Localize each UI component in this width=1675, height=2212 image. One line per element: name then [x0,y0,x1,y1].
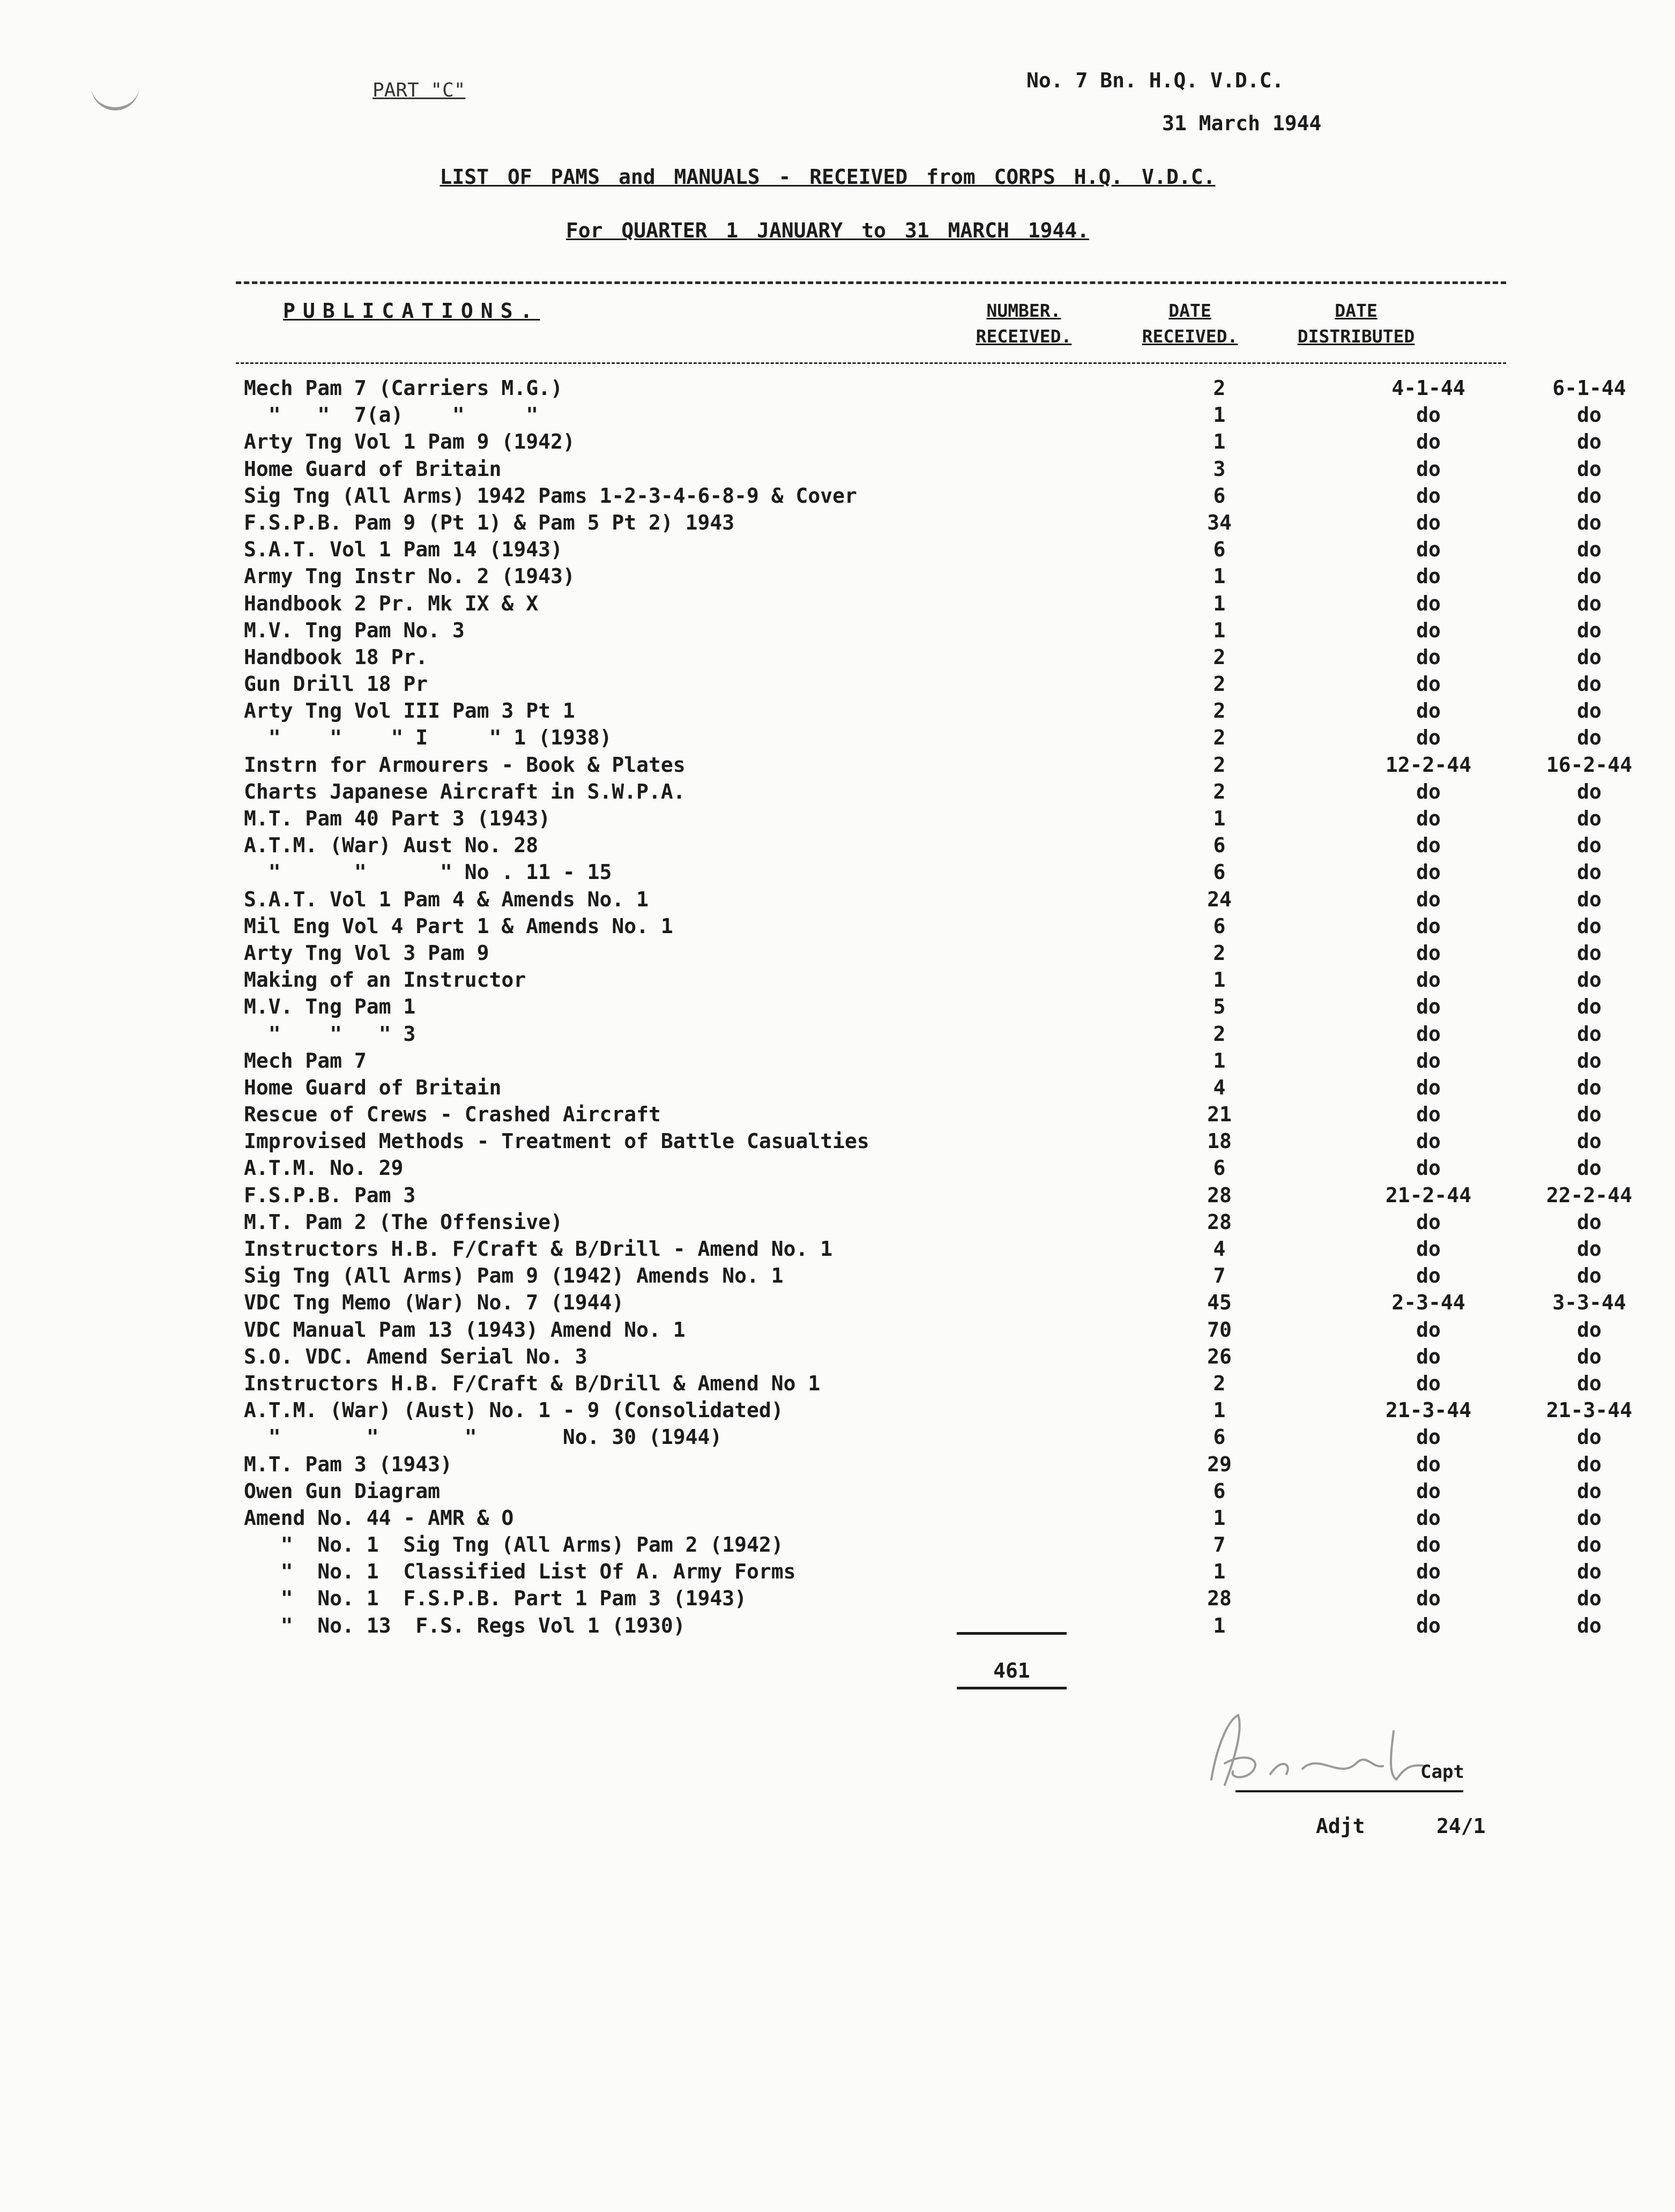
date-distributed: do [1577,1587,1602,1611]
date-distributed: 3-3-44 [1552,1291,1626,1315]
table-row [244,376,1626,403]
publication-title: Making of an Instructor [244,968,526,992]
number-received: 2 [1213,672,1226,696]
number-received: 1 [1213,591,1226,615]
date-received: do [1416,1371,1441,1395]
number-received: 1 [1213,430,1226,454]
title-line-2: For QUARTER 1 JANUARY to 31 MARCH 1944. [565,219,1090,242]
publication-title: M.T. Pam 40 Part 3 (1943) [244,807,550,830]
date-distributed: do [1577,564,1602,589]
date-received: do [1416,1533,1441,1557]
column-header-number-line2: RECEIVED. [976,326,1072,347]
date-received: do [1416,618,1441,642]
table-row [244,1317,1602,1345]
number-received: 34 [1207,510,1232,534]
title-line-1: LIST OF PAMS and MANUALS - RECEIVED from CORPS H.Q. V.D.C. [440,165,1216,189]
date-distributed: do [1577,457,1602,481]
table-row [244,1398,1633,1425]
date-distributed: do [1577,1264,1602,1288]
date-received: do [1416,645,1441,669]
date-received: do [1416,1317,1441,1342]
table-row [244,1183,1633,1210]
total-number-received: 461 [993,1659,1030,1682]
number-received: 6 [1213,914,1226,938]
date-distributed: do [1577,430,1602,454]
column-header-date-distributed [1276,298,1436,349]
date-distributed: do [1577,1210,1602,1234]
date-distributed: do [1577,1560,1602,1584]
date-received: do [1416,1103,1441,1127]
table-row [244,483,1602,511]
table-row [244,807,1602,833]
date-distributed: do [1577,403,1602,427]
publications-table [244,376,1633,1641]
number-received: 4 [1213,1075,1226,1099]
number-received: 2 [1213,941,1226,965]
date-distributed: do [1577,1452,1602,1476]
date-received: do [1416,1156,1441,1180]
table-row [244,430,1602,457]
date-received: do [1416,1048,1441,1073]
table-row [244,995,1602,1022]
date-received: do [1416,564,1441,589]
number-received: 2 [1213,779,1226,803]
number-received: 1 [1213,1398,1226,1422]
date-received: do [1416,833,1441,858]
date-received: do [1416,807,1441,830]
table-row [244,833,1602,860]
number-received: 7 [1213,1264,1226,1288]
table-row [244,403,1602,430]
column-header-number-line1: NUMBER. [986,300,1061,321]
publication-title: Mech Pam 7 (Carriers M.G.) [244,376,563,400]
table-row [244,968,1602,995]
publication-title: " " " No. 30 (1944) [244,1425,723,1449]
publication-title: " " " 3 [244,1022,416,1046]
number-received: 1 [1213,807,1226,830]
publication-title: " No. 13 F.S. Regs Vol 1 (1930) [244,1613,686,1637]
number-received: 6 [1213,538,1226,562]
date-received: do [1416,483,1441,508]
publication-title: S.O. VDC. Amend Serial No. 3 [244,1344,587,1368]
publication-title: " " " No . 11 - 15 [244,860,612,884]
table-row [244,564,1602,591]
publication-title: Charts Japanese Aircraft in S.W.P.A. [244,779,686,803]
table-row [244,1022,1602,1049]
publication-title: " " " I " 1 (1938) [244,726,612,750]
column-header-received-line2: RECEIVED. [1142,326,1238,347]
file-reference: 24/1 [1436,1814,1486,1838]
document-title [0,165,1559,189]
date-distributed: do [1577,1048,1602,1073]
date-distributed: do [1577,699,1602,723]
date-received: do [1416,403,1441,427]
number-received: 1 [1213,403,1226,427]
table-row [244,1048,1602,1076]
date-distributed: do [1577,1317,1602,1342]
date-received: do [1416,699,1441,723]
number-received: 6 [1213,1156,1226,1180]
table-row [244,591,1602,619]
publication-title: S.A.T. Vol 1 Pam 14 (1943) [244,538,563,562]
number-received: 1 [1213,564,1226,589]
date-received: do [1416,1129,1441,1153]
table-row [244,1371,1602,1398]
table-row [244,645,1602,672]
publication-title: Home Guard of Britain [244,1075,502,1099]
total-rule-bottom [957,1687,1067,1689]
column-header-number-received [954,298,1093,349]
number-received: 7 [1213,1533,1226,1557]
number-received: 2 [1213,726,1226,750]
number-received: 1 [1213,618,1226,642]
table-row [244,1425,1602,1452]
date-received: 21-3-44 [1385,1398,1472,1422]
publication-title: " No. 1 Sig Tng (All Arms) Pam 2 (1942) [244,1533,784,1557]
date-received: do [1416,538,1441,562]
date-received: do [1416,1506,1441,1530]
date-distributed: do [1577,968,1602,992]
table-row [244,1075,1602,1103]
publication-title: Improvised Methods - Treatment of Battle Casualties [244,1129,869,1153]
number-received: 2 [1213,645,1226,669]
date-distributed: do [1577,995,1602,1019]
publication-title: Amend No. 44 - AMR & O [244,1506,514,1530]
publication-title: M.T. Pam 2 (The Offensive) [244,1210,563,1234]
date-distributed: do [1577,510,1602,534]
column-header-distributed-line2: DISTRIBUTED [1297,326,1415,347]
date-received: do [1416,1344,1441,1368]
date-received: do [1416,995,1441,1019]
date-received: do [1416,1452,1441,1476]
table-top-rule [236,281,1506,284]
number-received: 2 [1213,1371,1226,1395]
number-received: 5 [1213,995,1226,1019]
date-distributed: do [1577,887,1602,911]
publication-title: M.T. Pam 3 (1943) [244,1452,452,1476]
table-row [244,618,1602,645]
date-distributed: do [1577,618,1602,642]
publication-title: " " 7(a) " " [244,403,539,427]
table-row [244,1533,1602,1560]
publication-title: M.V. Tng Pam 1 [244,995,416,1019]
publication-title: " No. 1 Classified List Of A. Army Forms [244,1560,796,1584]
date-received: do [1416,457,1441,481]
table-row [244,779,1602,807]
column-header-distributed-line1: DATE [1335,300,1378,321]
table-row [244,1560,1602,1587]
date-distributed: do [1577,1075,1602,1099]
number-received: 6 [1213,860,1226,884]
date-received: do [1416,968,1441,992]
date-distributed: do [1577,1371,1602,1395]
date-received: do [1416,591,1441,615]
date-received: do [1416,1075,1441,1099]
date-distributed: do [1577,1237,1602,1261]
date-distributed: do [1577,1479,1602,1503]
publication-title: Arty Tng Vol 3 Pam 9 [244,941,489,965]
date-received: do [1416,779,1441,803]
table-row [244,860,1602,887]
column-header-publications: PUBLICATIONS. [283,299,540,323]
publication-title: Owen Gun Diagram [244,1479,441,1503]
number-received: 28 [1207,1183,1232,1207]
table-row [244,726,1602,753]
publication-title: Rescue of Crews - Crashed Aircraft [244,1103,661,1127]
number-received: 2 [1213,699,1226,723]
date-received: do [1416,860,1441,884]
table-row [244,1264,1602,1291]
date-received: do [1416,726,1441,750]
table-row [244,941,1602,968]
date-distributed: 6-1-44 [1552,376,1626,400]
date-received: 12-2-44 [1385,753,1472,777]
table-row [244,1506,1602,1533]
table-row [244,1613,1602,1641]
table-row [244,1103,1602,1129]
date-received: do [1416,1425,1441,1449]
number-received: 6 [1213,833,1226,858]
publication-title: M.V. Tng Pam No. 3 [244,618,465,642]
column-header-date-received [1120,298,1260,349]
publication-title: Handbook 2 Pr. Mk IX & X [244,591,539,615]
number-received: 45 [1207,1291,1232,1315]
publication-title: Army Tng Instr No. 2 (1943) [244,564,575,589]
date-received: do [1416,510,1441,534]
number-received: 6 [1213,483,1226,508]
total-rule-top [957,1632,1067,1635]
document-date: 31 March 1944 [1162,111,1322,135]
publication-title: VDC Tng Memo (War) No. 7 (1944) [244,1291,624,1315]
date-distributed: do [1577,807,1602,830]
date-received: do [1416,1560,1441,1584]
date-distributed: do [1577,1506,1602,1530]
date-received: do [1416,430,1441,454]
table-row [244,1291,1626,1317]
publication-title: Arty Tng Vol 1 Pam 9 (1942) [244,430,575,454]
date-distributed: do [1577,1613,1602,1637]
number-received: 2 [1213,753,1226,777]
publication-title: S.A.T. Vol 1 Pam 4 & Amends No. 1 [244,887,649,911]
date-received: do [1416,1210,1441,1234]
date-distributed: do [1577,538,1602,562]
date-received: do [1416,1264,1441,1288]
signature-line [1235,1790,1463,1792]
date-received: do [1416,1587,1441,1611]
number-received: 2 [1213,1022,1226,1046]
publication-title: A.T.M. No. 29 [244,1156,404,1180]
date-received: do [1416,941,1441,965]
date-distributed: 22-2-44 [1546,1183,1633,1207]
publication-title: Home Guard of Britain [244,457,502,481]
publication-title: F.S.P.B. Pam 3 [244,1183,416,1207]
table-row [244,510,1602,538]
table-row [244,699,1602,726]
date-received: do [1416,1237,1441,1261]
date-distributed: do [1577,833,1602,858]
publication-title: Sig Tng (All Arms) 1942 Pams 1-2-3-4-6-8-9 & Cover [244,483,857,508]
publication-title: F.S.P.B. Pam 9 (Pt 1) & Pam 5 Pt 2) 1943 [244,510,735,534]
date-distributed: do [1577,1344,1602,1368]
number-received: 1 [1213,1613,1226,1637]
number-received: 1 [1213,1048,1226,1073]
date-distributed: do [1577,914,1602,938]
table-row [244,457,1602,484]
number-received: 28 [1207,1587,1232,1611]
publication-title: Arty Tng Vol III Pam 3 Pt 1 [244,699,575,723]
date-distributed: do [1577,1533,1602,1557]
number-received: 4 [1213,1237,1226,1261]
number-received: 18 [1207,1129,1232,1153]
date-distributed: do [1577,1156,1602,1180]
table-row [244,672,1602,699]
table-row [244,1210,1602,1237]
date-received: do [1416,1479,1441,1503]
document-subtitle [0,219,1559,242]
number-received: 3 [1213,457,1226,481]
date-distributed: do [1577,941,1602,965]
date-distributed: do [1577,1103,1602,1127]
date-distributed: do [1577,860,1602,884]
number-received: 1 [1213,1560,1226,1584]
table-row [244,1237,1602,1264]
date-received: do [1416,1613,1441,1637]
table-row [244,753,1633,780]
table-row [244,1129,1602,1156]
date-distributed: do [1577,483,1602,508]
column-header-received-line1: DATE [1168,300,1211,321]
date-received: do [1416,672,1441,696]
number-received: 2 [1213,376,1226,400]
publication-title: Instrn for Armourers - Book & Plates [244,753,686,777]
date-distributed: 21-3-44 [1546,1398,1633,1422]
date-received: do [1416,914,1441,938]
punch-hole-mark [91,75,139,110]
date-received: 4-1-44 [1391,376,1465,400]
publication-title: Instructors H.B. F/Craft & B/Drill & Amend No 1 [244,1371,821,1395]
publication-title: Mech Pam 7 [244,1048,367,1073]
publication-title: Sig Tng (All Arms) Pam 9 (1942) Amends No. 1 [244,1264,784,1288]
table-row [244,1344,1602,1372]
date-distributed: do [1577,779,1602,803]
number-received: 26 [1207,1344,1232,1368]
unit-heading: No. 7 Bn. H.Q. V.D.C. [1026,69,1284,92]
publication-title: A.T.M. (War) Aust No. 28 [244,833,539,858]
number-received: 29 [1207,1452,1232,1476]
table-row [244,1587,1602,1613]
table-row [244,538,1602,564]
date-distributed: do [1577,1022,1602,1046]
number-received: 1 [1213,1506,1226,1530]
table-row [244,887,1602,914]
number-received: 6 [1213,1479,1226,1503]
table-header-rule [236,362,1506,364]
date-received: do [1416,1022,1441,1046]
date-distributed: do [1577,672,1602,696]
date-received: 21-2-44 [1385,1183,1472,1207]
table-row [244,1156,1602,1183]
date-distributed: do [1577,645,1602,669]
date-distributed: do [1577,726,1602,750]
table-row [244,1479,1602,1506]
number-received: 70 [1207,1317,1232,1342]
publication-title: " No. 1 F.S.P.B. Part 1 Pam 3 (1943) [244,1587,747,1611]
publication-title: A.T.M. (War) (Aust) No. 1 - 9 (Consolidated) [244,1398,784,1422]
date-distributed: 16-2-44 [1546,753,1633,777]
part-label: PART "C" [373,79,466,101]
date-distributed: do [1577,591,1602,615]
signatory-role: Adjt [1316,1814,1365,1838]
date-received: do [1416,887,1441,911]
number-received: 24 [1207,887,1232,911]
date-received: 2-3-44 [1391,1291,1465,1315]
publication-title: VDC Manual Pam 13 (1943) Amend No. 1 [244,1317,686,1342]
date-distributed: do [1577,1425,1602,1449]
publication-title: Instructors H.B. F/Craft & B/Drill - Amend No. 1 [244,1237,833,1261]
publication-title: Mil Eng Vol 4 Part 1 & Amends No. 1 [244,914,673,938]
number-received: 1 [1213,968,1226,992]
table-row [244,914,1602,941]
number-received: 21 [1207,1103,1232,1127]
number-received: 6 [1213,1425,1226,1449]
number-received: 28 [1207,1210,1232,1234]
publication-title: Gun Drill 18 Pr [244,672,428,696]
date-distributed: do [1577,1129,1602,1153]
signatory-rank: Capt [1420,1761,1464,1783]
publication-title: Handbook 18 Pr. [244,645,428,669]
table-row [244,1452,1602,1479]
